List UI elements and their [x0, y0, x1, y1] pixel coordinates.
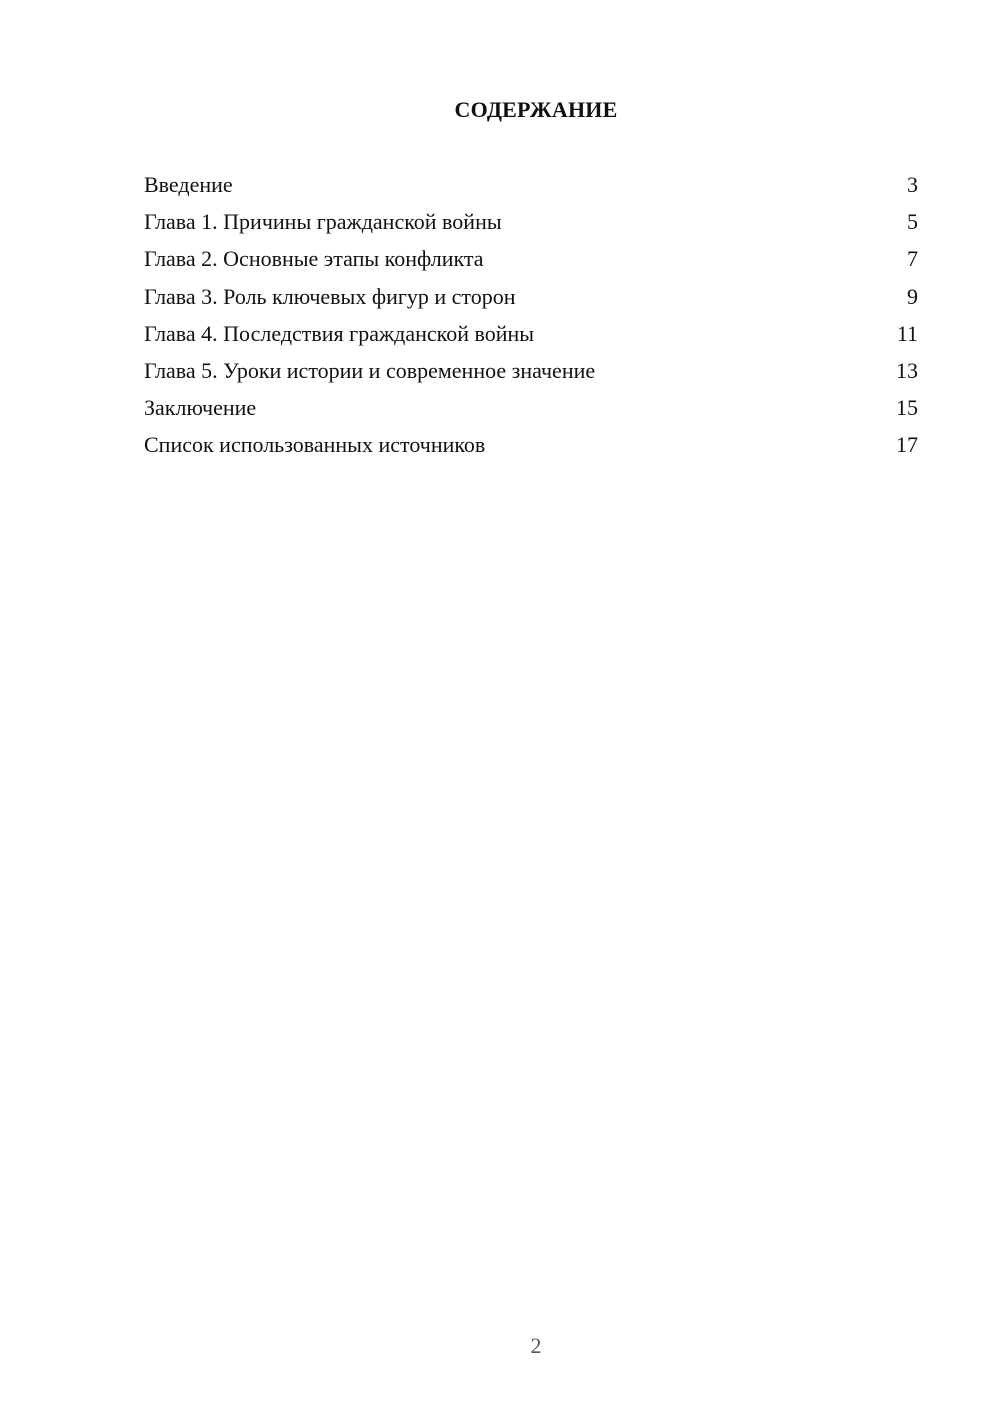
toc-entry	[144, 319, 918, 356]
toc-entry	[144, 393, 918, 430]
toc-entry	[144, 170, 918, 207]
toc-entry-page: 17	[896, 432, 918, 458]
toc-entry	[144, 244, 918, 281]
toc-entry-page: 7	[907, 246, 918, 272]
toc-entry-title: Глава 1. Причины гражданской войны	[144, 209, 502, 235]
toc-entry	[144, 356, 918, 393]
toc-entry-page: 5	[907, 209, 918, 235]
toc-entry-page: 13	[896, 357, 918, 383]
toc-entry-title: Глава 5. Уроки истории и современное значение	[144, 357, 596, 383]
toc-entry	[144, 282, 918, 319]
toc-entry-title: Список использованных источников	[144, 432, 486, 458]
toc-entry-page: 9	[907, 283, 918, 309]
toc-entry	[144, 430, 918, 467]
toc-heading: СОДЕРЖАНИЕ	[454, 97, 618, 122]
toc-entry	[144, 207, 918, 244]
toc-entry-title: Заключение	[144, 395, 257, 421]
toc-entry-page: 3	[907, 172, 918, 197]
page-number: 2	[530, 1333, 542, 1358]
toc-entry-title: Введение	[144, 172, 233, 197]
toc-entry-title: Глава 4. Последствия гражданской войны	[144, 320, 535, 346]
toc-entry-page: 15	[896, 395, 918, 421]
toc-entry-page: 11	[896, 320, 918, 346]
table-of-contents	[144, 170, 918, 468]
toc-entry-title: Глава 3. Роль ключевых фигур и сторон	[144, 283, 516, 309]
toc-entry-title: Глава 2. Основные этапы конфликта	[144, 246, 484, 272]
